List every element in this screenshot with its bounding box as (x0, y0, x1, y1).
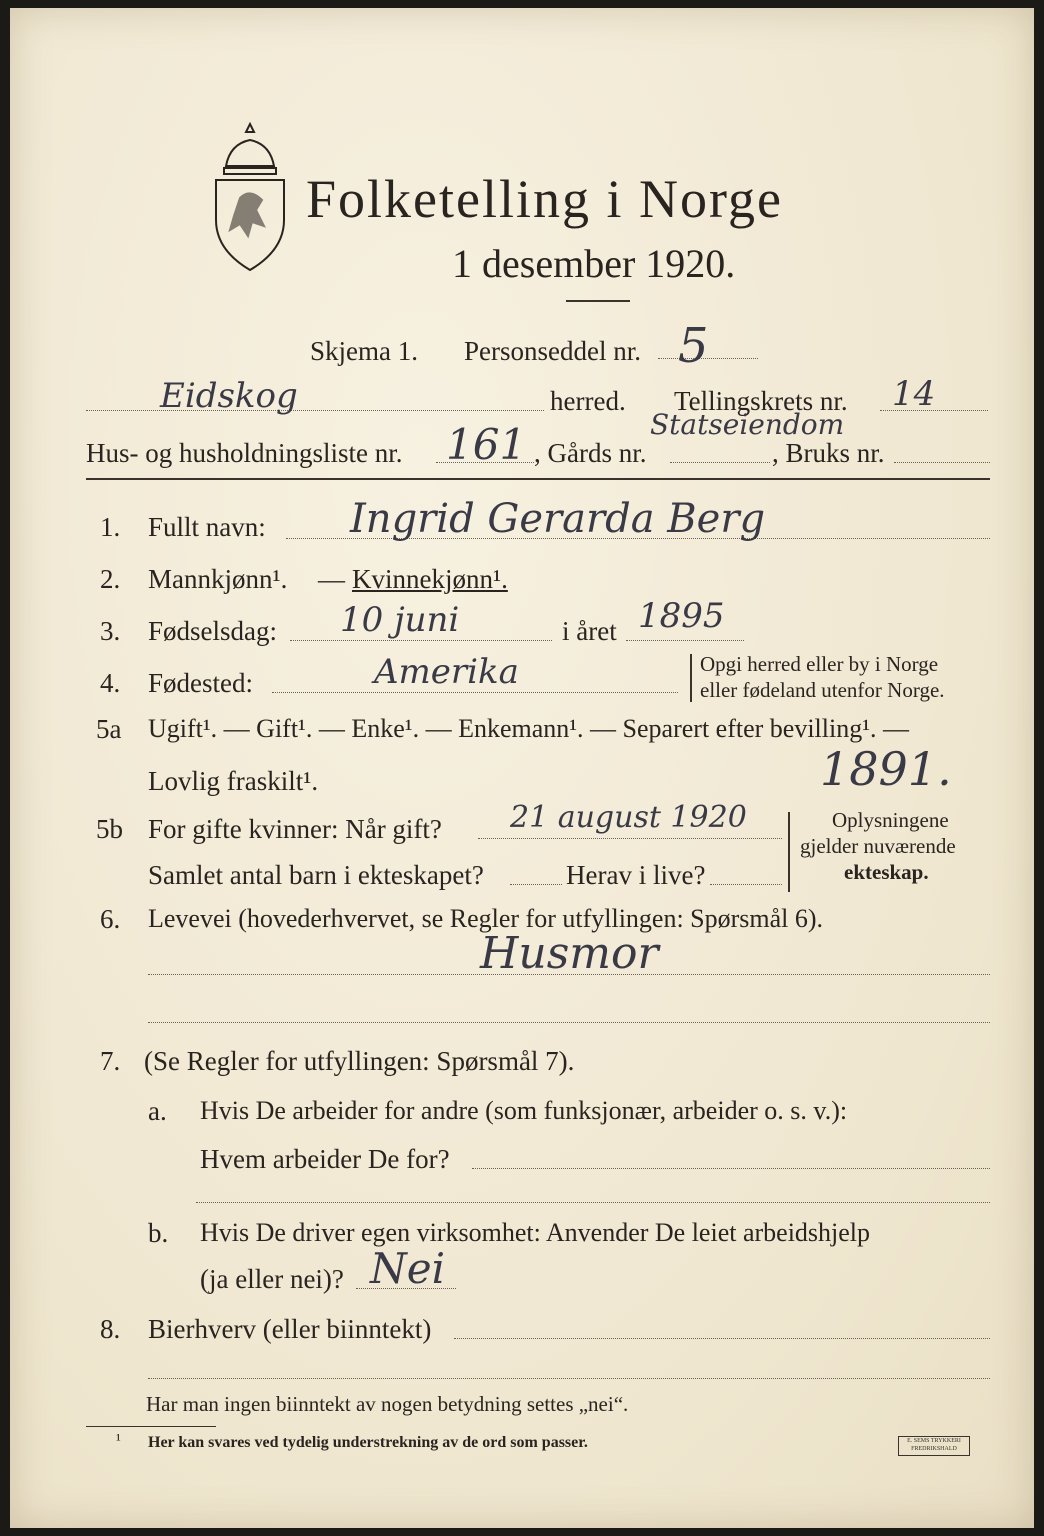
birthplace-note-1: Opgi herred eller by i Norge (700, 652, 939, 676)
norwegian-coat-of-arms-icon (200, 116, 300, 276)
marriage-note-3: ekteskap. (844, 860, 929, 884)
marital-status-divorced: Lovlig fraskilt¹. (148, 766, 319, 796)
header-divider (86, 478, 990, 480)
footnote-mark: ¹ (116, 1432, 121, 1449)
full-name-value: Ingrid Gerarda Berg (350, 496, 766, 542)
q7b-yes-no-label: (ja eller nei)? (200, 1264, 344, 1294)
side-income-label: Bierhverv (eller biinntekt) (148, 1314, 432, 1344)
q3-number: 3. (100, 616, 121, 646)
footnote-divider (86, 1426, 216, 1427)
skjema-label: Skjema 1. (310, 336, 418, 366)
marital-status-options: Ugift¹. — Gift¹. — Enke¹. — Enkemann¹. — Separert efter bevilling¹. — (148, 714, 910, 743)
q2-number: 2. (100, 564, 121, 594)
birthplace-value: Amerika (374, 652, 519, 692)
form-title: Folketelling i Norge (306, 169, 783, 229)
gender-female: Kvinnekjønn¹. (352, 564, 508, 594)
birthplace-note-2: eller fødeland utenfor Norge. (700, 678, 945, 702)
q5b-number: 5b (96, 814, 123, 844)
married-when-label: For gifte kvinner: Når gift? (148, 814, 442, 844)
q5a-number: 5a (96, 714, 122, 744)
printer-stamp: E. SEMS TRYKKERI FREDRIKSHALD (898, 1436, 970, 1456)
gards-label: , Gårds nr. (534, 438, 647, 468)
tellingskrets-label: Tellingskrets nr. (674, 386, 848, 416)
q7b-number: b. (148, 1218, 169, 1248)
gender-separator: — (318, 564, 345, 594)
footnote-text: Her kan svares ved tydelig understrekning av de ord som passer. (148, 1434, 588, 1451)
q7b-question: Hvis De driver egen virksomhet: Anvender De leiet arbeidshjelp (200, 1218, 871, 1247)
children-alive-label: Herav i live? (566, 860, 706, 890)
q6-number: 6. (100, 904, 121, 934)
birthday-value: 10 juni (340, 600, 460, 640)
marriage-note-1: Oplysningene (832, 808, 949, 832)
q1-number: 1. (100, 512, 121, 542)
birth-year-value: 1895 (638, 596, 725, 636)
margin-year-note: 1891. (820, 742, 952, 796)
occupation-label: Levevei (hovederhvervet, se Regler for utfyllingen: Spørsmål 6). (148, 904, 824, 933)
employer-label: Hvem arbeider De for? (200, 1144, 450, 1174)
personseddel-number: 5 (678, 318, 709, 374)
tellingskrets-value: 14 (892, 374, 936, 414)
title-divider (566, 300, 630, 302)
q4-label: Fødested: (148, 668, 253, 698)
q7a-question: Hvis De arbeider for andre (som funksjonær, arbeider o. s. v.): (200, 1096, 848, 1125)
herred-label: herred. (550, 386, 626, 416)
children-label: Samlet antal barn i ekteskapet? (148, 860, 484, 890)
q4-number: 4. (100, 668, 121, 698)
year-label: i året (562, 616, 617, 646)
q7-label: (Se Regler for utfyllingen: Spørsmål 7). (144, 1046, 575, 1076)
q7-number: 7. (100, 1046, 121, 1076)
gards-value: Statseiendom (650, 408, 845, 441)
personseddel-label: Personseddel nr. (464, 336, 641, 366)
q3-label: Fødselsdag: (148, 616, 278, 646)
occupation-value: Husmor (480, 928, 659, 979)
q1-label: Fullt navn: (148, 512, 266, 542)
herred-value: Eidskog (160, 376, 298, 416)
gender-male: Mannkjønn¹. (148, 564, 288, 594)
q7a-number: a. (148, 1096, 167, 1126)
q7b-answer: Nei (370, 1244, 446, 1293)
marriage-note-2: gjelder nuværende (800, 834, 956, 858)
husliste-label: Hus- og husholdningsliste nr. (86, 438, 403, 468)
husliste-value: 161 (446, 420, 527, 469)
census-form-page (10, 8, 1034, 1528)
q8-number: 8. (100, 1314, 121, 1344)
census-date: 1 desember 1920. (452, 241, 736, 286)
side-income-note: Har man ingen biinntekt av nogen betydning settes „nei“. (146, 1392, 629, 1416)
bruks-label: , Bruks nr. (772, 438, 885, 468)
married-date-value: 21 august 1920 (510, 800, 747, 835)
